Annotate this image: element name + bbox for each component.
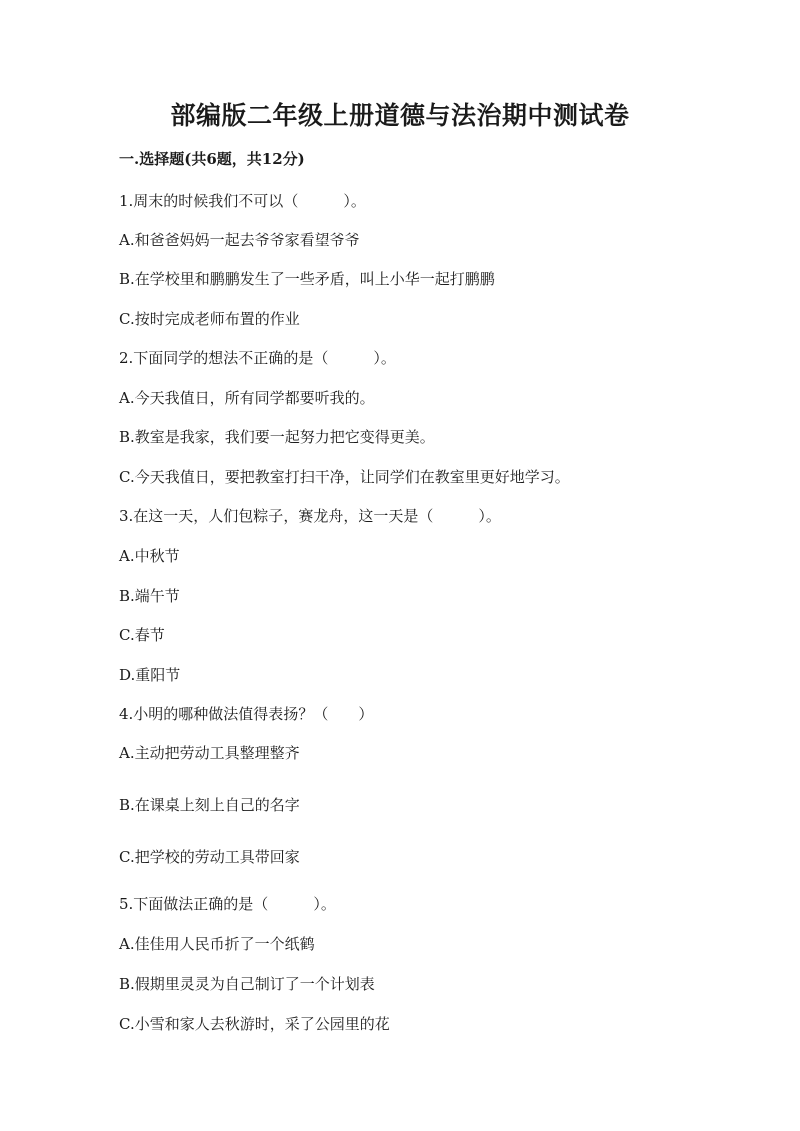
answer-option: C.按时完成老师布置的作业: [119, 310, 300, 328]
question-stem: 3.在这一天，人们包粽子，赛龙舟，这一天是（ ）。: [119, 507, 501, 525]
answer-option: B.在学校里和鹏鹏发生了一些矛盾，叫上小华一起打鹏鹏: [119, 270, 495, 288]
answer-option: A.中秋节: [119, 547, 180, 565]
answer-option: A.主动把劳动工具整理整齐: [119, 744, 300, 762]
answer-option: A.和爸爸妈妈一起去爷爷家看望爷爷: [119, 231, 360, 249]
question-stem: 2.下面同学的想法不正确的是（ ）。: [119, 349, 396, 367]
answer-option: A.佳佳用人民币折了一个纸鹤: [119, 935, 315, 953]
question-stem: 5.下面做法正确的是（ ）。: [119, 895, 336, 913]
page-title: 部编版二年级上册道德与法治期中测试卷: [170, 101, 630, 130]
answer-option: C.把学校的劳动工具带回家: [119, 848, 300, 866]
answer-option: B.在课桌上刻上自己的名字: [119, 796, 300, 814]
question-stem: 4.小明的哪种做法值得表扬？（ ）: [119, 705, 374, 723]
answer-option: C.春节: [119, 626, 165, 644]
answer-option: A.今天我值日，所有同学都要听我的。: [119, 389, 375, 407]
section-heading: 一.选择题(共6题，共12分): [119, 150, 305, 168]
answer-option: B.教室是我家，我们要一起努力把它变得更美。: [119, 428, 435, 446]
answer-option: B.端午节: [119, 587, 180, 605]
answer-option: B.假期里灵灵为自己制订了一个计划表: [119, 975, 375, 993]
question-stem: 1.周末的时候我们不可以（ ）。: [119, 192, 366, 210]
answer-option: D.重阳节: [119, 666, 181, 684]
answer-option: C.今天我值日，要把教室打扫干净，让同学们在教室里更好地学习。: [119, 468, 570, 486]
answer-option: C.小雪和家人去秋游时，采了公园里的花: [119, 1015, 390, 1033]
